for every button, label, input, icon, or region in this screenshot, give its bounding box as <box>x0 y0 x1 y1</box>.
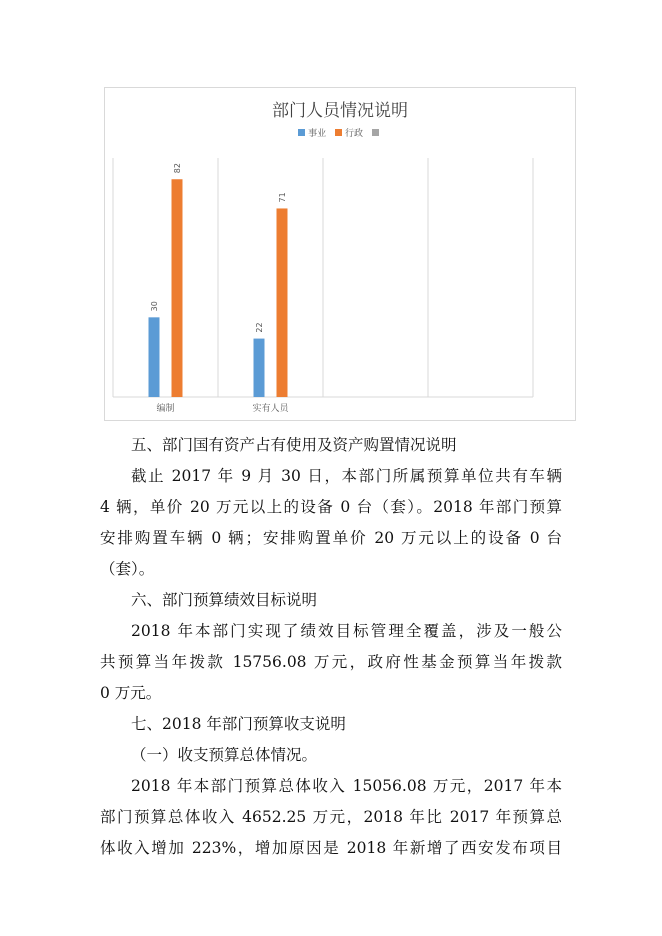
body-line: 4 辆，单价 20 万元以上的设备 0 台（套）。2018 年部门预算 <box>100 498 562 516</box>
data-label: 71 <box>278 192 287 203</box>
chart-title: 部门人员情况说明 <box>272 101 408 121</box>
section-heading-budget: 七、2018 年部门预算收支说明 <box>131 715 346 733</box>
data-label: 22 <box>255 322 264 333</box>
chart-plot-area <box>105 88 575 420</box>
document-body <box>100 430 562 864</box>
body-line: 截止 2017 年 9 月 30 日，本部门所属预算单位共有车辆 <box>131 467 562 485</box>
body-line: 部门预算总体收入 4652.25 万元，2018 年比 2017 年预算总 <box>100 808 562 826</box>
body-line: 2018 年本部门预算总体收入 15056.08 万元，2017 年本 <box>131 777 562 795</box>
legend-label-shiye: 事业 <box>308 129 327 139</box>
bar <box>172 179 183 397</box>
x-tick-label: 实有人员 <box>252 404 289 414</box>
bar <box>149 317 160 397</box>
subsection-heading-overview: （一）收支预算总体情况。 <box>131 746 318 764</box>
legend-label-xingzheng: 行政 <box>345 129 364 139</box>
bar <box>254 339 265 397</box>
body-line: 0 万元。 <box>100 684 162 702</box>
section-heading-assets: 五、部门国有资产占有使用及资产购置情况说明 <box>131 436 457 454</box>
bar <box>277 208 288 397</box>
body-line: （套）。 <box>100 560 155 578</box>
data-label: 82 <box>173 163 182 174</box>
x-tick-label: 编制 <box>156 404 175 414</box>
section-heading-performance: 六、部门预算绩效目标说明 <box>131 591 318 609</box>
body-line: 共预算当年拨款 15756.08 万元，政府性基金预算当年拨款 <box>100 653 562 671</box>
personnel-chart <box>104 87 576 421</box>
data-label: 30 <box>150 301 159 312</box>
body-line: 2018 年本部门实现了绩效目标管理全覆盖，涉及一般公 <box>131 622 562 640</box>
body-line: 体收入增加 223%，增加原因是 2018 年新增了西安发布项目 <box>100 839 562 857</box>
body-line: 安排购置车辆 0 辆；安排购置单价 20 万元以上的设备 0 台 <box>100 529 562 547</box>
